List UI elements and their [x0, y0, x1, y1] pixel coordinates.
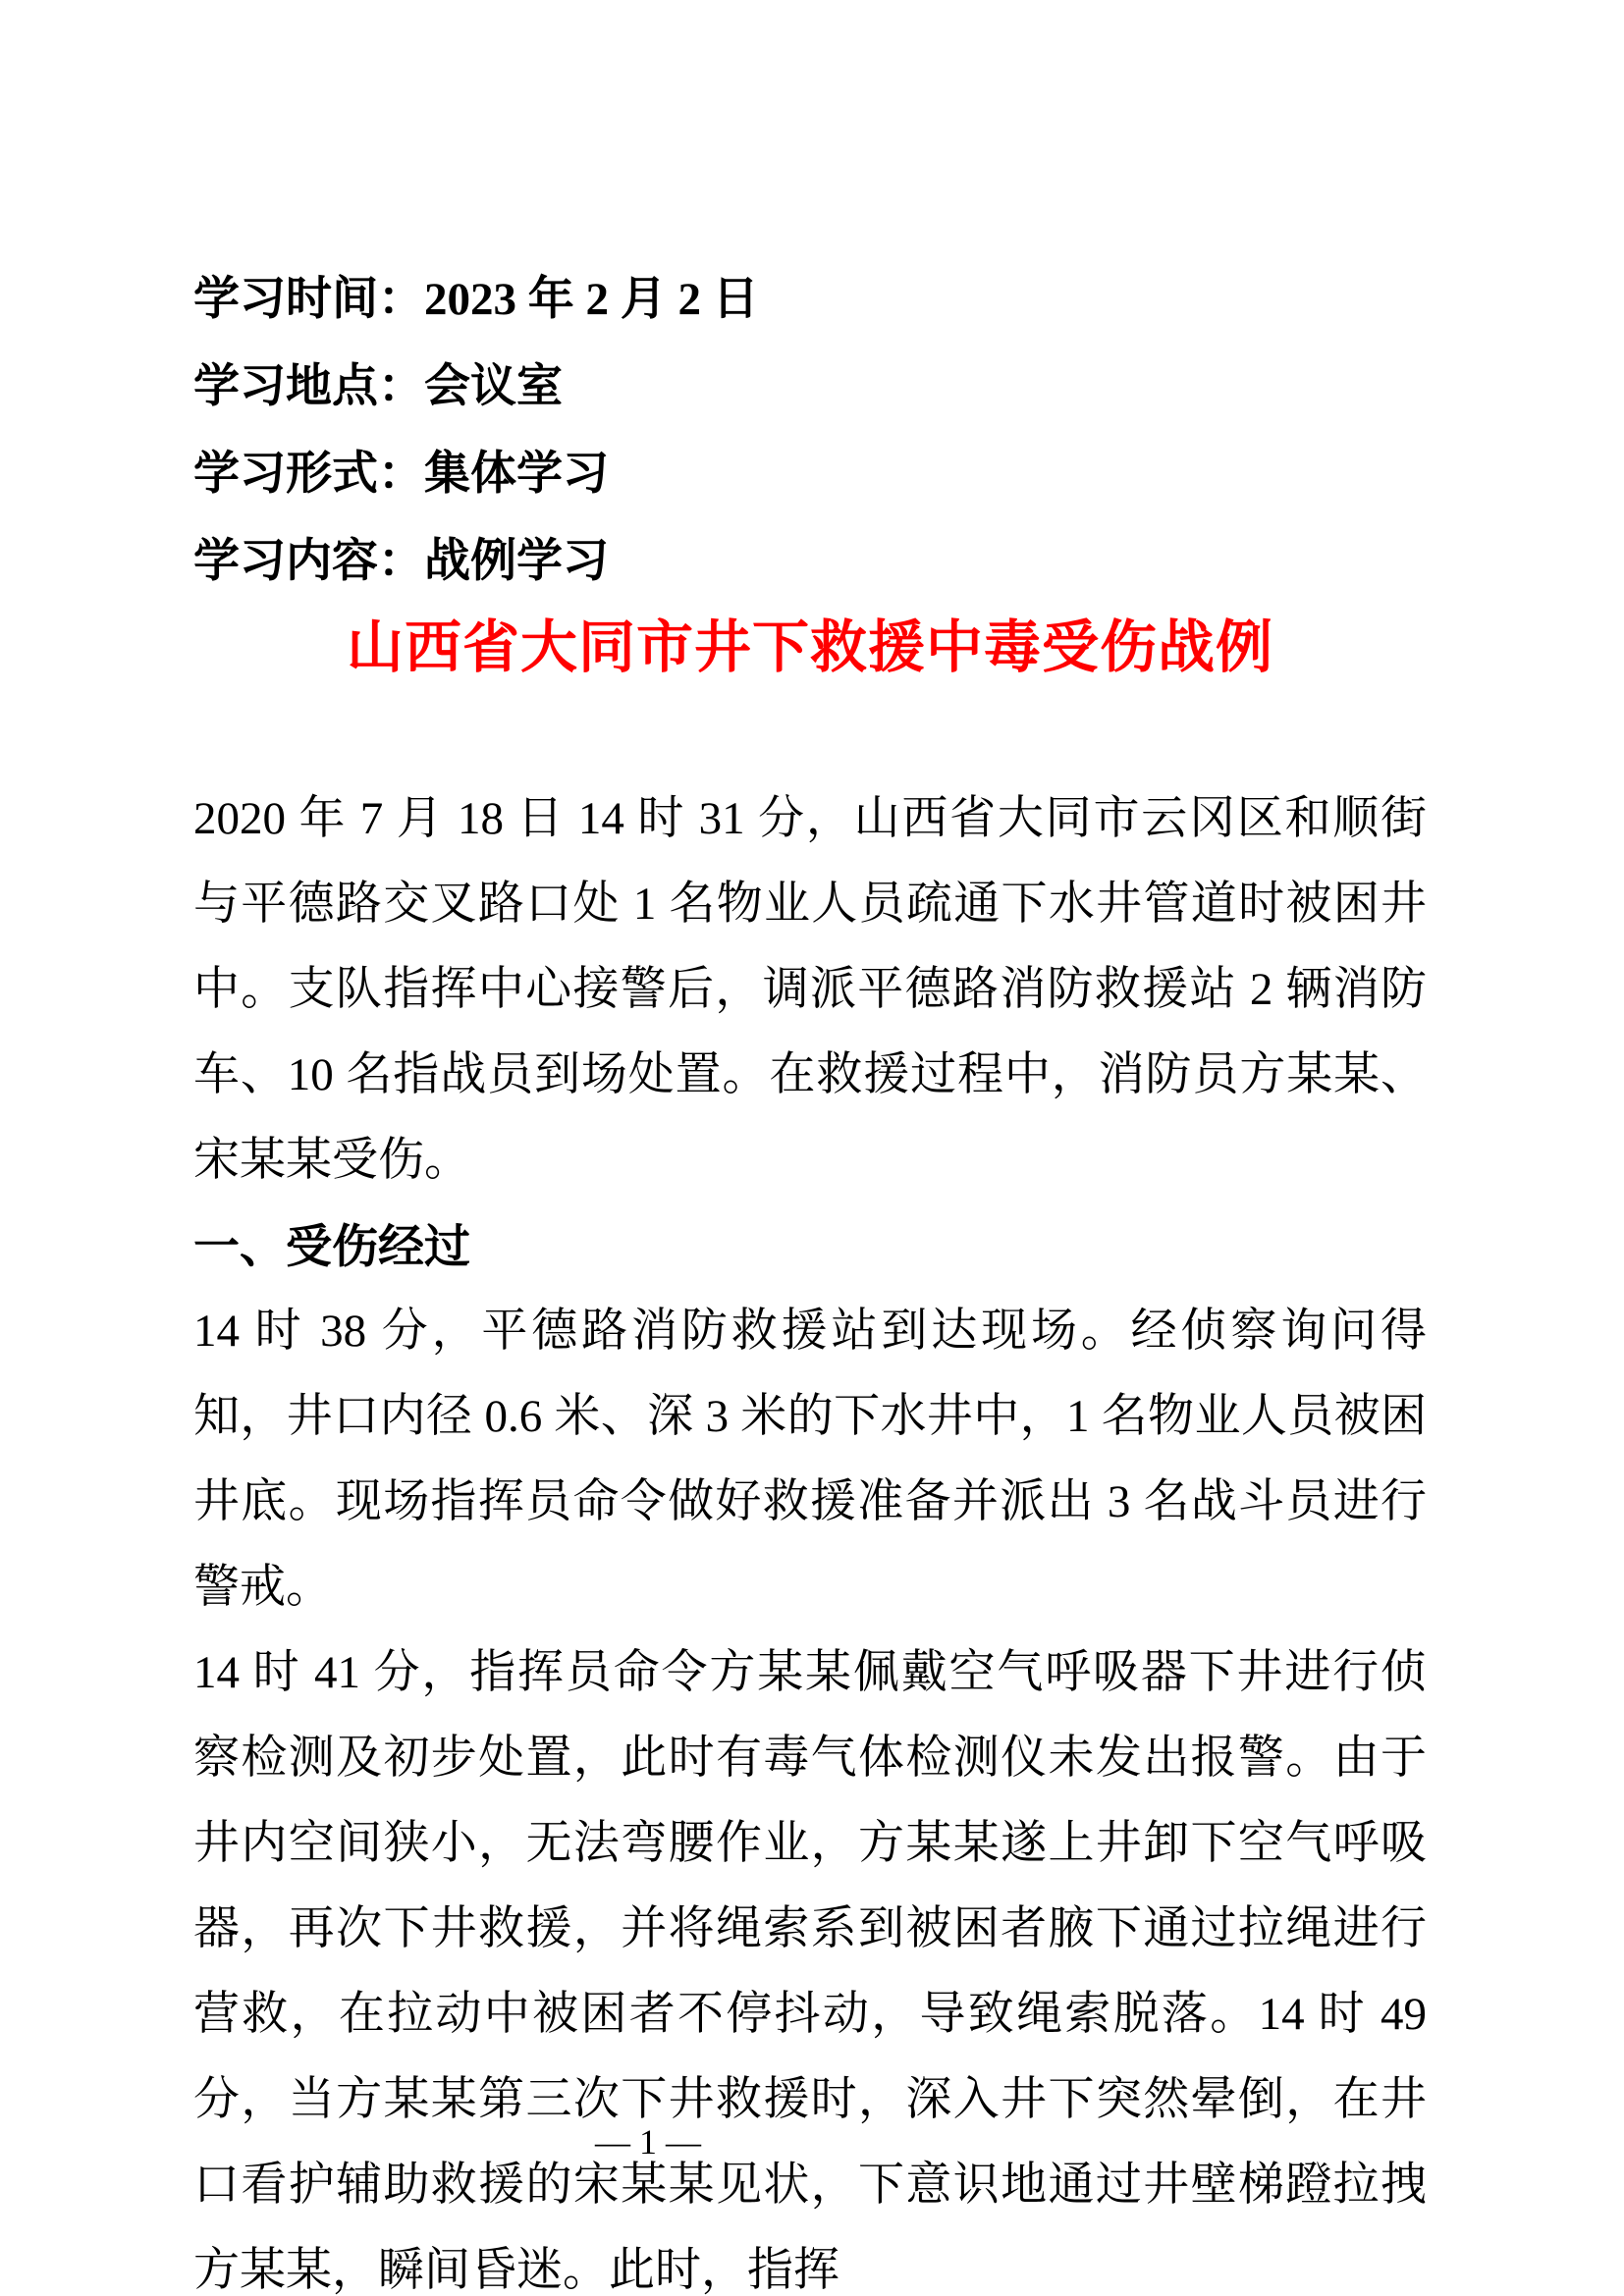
meta-value-study-form: 集体学习 — [424, 449, 609, 500]
meta-line-study-place — [193, 343, 1427, 430]
body-paragraph-1: 2020 年 7 月 18 日 14 时 31 分，山西省大同市云冈区和顺街与平德路交叉路口处 1 名物业人员疏通下水井管道时被困井中。支队指挥中心接警后，调派平德路消防救援站 2 辆消防车、10 名指战员到场处置。在救援过程中，消防员方某某、宋某某受伤。 — [193, 793, 1427, 1186]
meta-label-study-time: 学习时间： — [193, 272, 424, 324]
meta-label-study-content: 学习内容： — [193, 534, 424, 586]
document-title: 山西省大同市井下救援中毒受伤战例 — [346, 615, 1273, 679]
meta-line-study-time — [193, 255, 1427, 343]
page-number: — 1 — — [595, 2122, 701, 2162]
meta-value-study-content: 战例学习 — [424, 536, 609, 587]
meta-label-study-place: 学习地点： — [193, 359, 424, 411]
body-paragraph-3: 14 时 41 分，指挥员命令方某某佩戴空气呼吸器下井进行侦察检测及初步处置，此时有毒气体检测仪未发出报警。由于井内空间狭小，无法弯腰作业，方某某遂上井卸下空气呼吸器，再次下井救援，并将绳索系到被困者腋下通过拉绳进行营救，在拉动中被困者不停抖动，导致绳索脱落。14 时 49 分，当方某某第三次下井救援时，深入井下突然晕倒，在井口看护辅助救援的宋某某见状，下意识地通过井壁梯蹬拉拽方某某，瞬间昏迷。此时，指挥 — [193, 1647, 1427, 2296]
meta-label-study-form: 学习形式： — [193, 447, 424, 499]
body-paragraph-2: 14 时 38 分，平德路消防救援站到达现场。经侦察询问得知，井口内径 0.6 米、深 3 米的下水井中，1 名物业人员被困井底。现场指挥员命令做好救援准备并派出 3 名战斗员进行警戒。 — [193, 1306, 1427, 1613]
section-heading-injury-process: 一、受伤经过 — [193, 1220, 470, 1272]
meta-value-study-place: 会议室 — [424, 361, 563, 412]
meta-line-study-form — [193, 430, 1427, 517]
meta-line-study-content — [193, 517, 1427, 605]
meta-value-study-time: 2023 年 2 月 2 日 — [424, 274, 759, 325]
document-content — [193, 255, 1427, 2296]
